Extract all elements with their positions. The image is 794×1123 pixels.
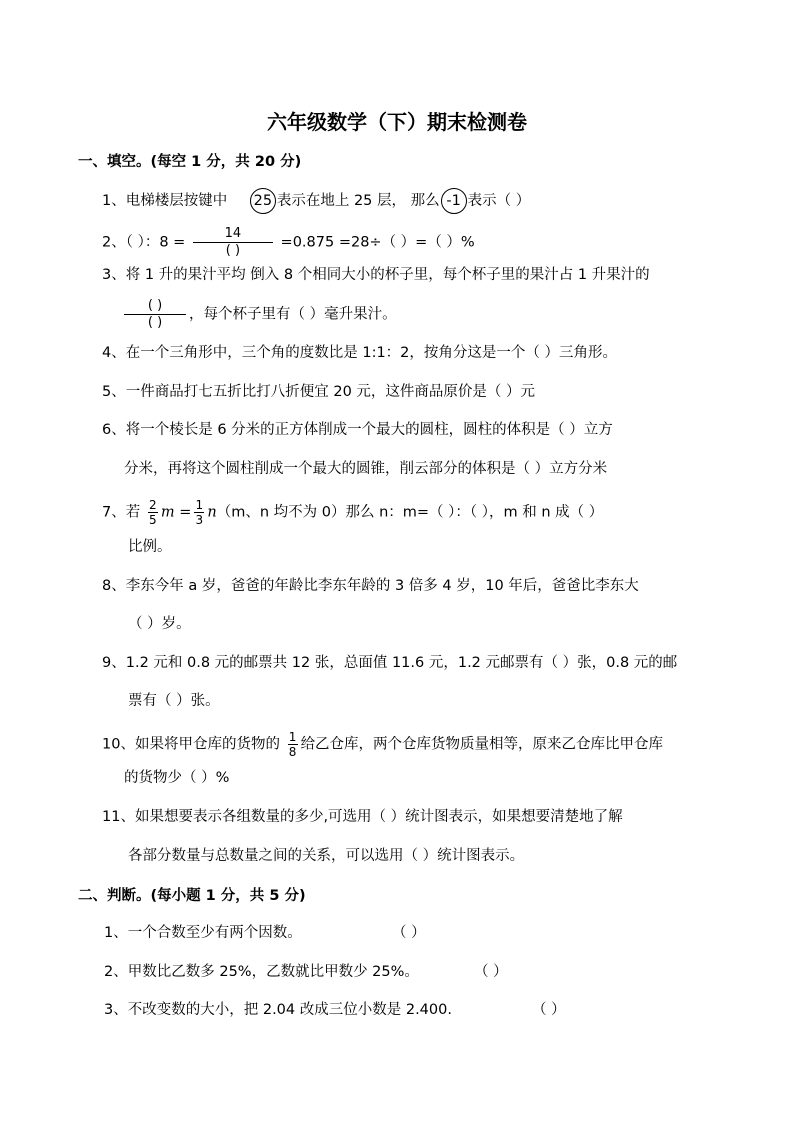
- question-11: [102, 807, 623, 827]
- question-number: 2、: [104, 964, 128, 980]
- answer-parentheses: （ ）: [474, 964, 508, 980]
- question-7: [102, 498, 603, 527]
- section-1-heading: 一、填空。(每空 1 分，共 20 分): [78, 154, 302, 170]
- page-title: 六年级数学（下）期末检测卷: [267, 110, 527, 134]
- fraction-denominator: 5: [149, 513, 157, 527]
- question-text: 一件商品打七五折比打八折便宜 20 元，这件商品原价是（ ）元: [125, 384, 536, 400]
- question-9: [102, 653, 677, 673]
- question-text: 给乙仓库，两个仓库货物质量相等，原来乙仓库比甲仓库: [300, 736, 664, 753]
- fraction-denominator: ( ): [147, 315, 163, 330]
- fraction-numerator: 1: [195, 498, 204, 512]
- question-number: 3、: [104, 1002, 128, 1018]
- fraction-numerator: 2: [149, 498, 157, 512]
- question-text: 表示（ ）: [467, 193, 531, 209]
- question-3: [102, 265, 650, 285]
- question-number: 10、: [102, 736, 135, 753]
- question-6-line-2: 分米，再将这个圆柱削成一个最大的圆锥，削云部分的体积是（ ）立方分米: [124, 461, 608, 477]
- question-text: 如果将甲仓库的货物的: [134, 736, 280, 753]
- fraction: [194, 498, 204, 527]
- question-text: 电梯楼层按键中: [125, 193, 228, 209]
- question-text: （m、n 均不为 0）那么 n：m=（ ）：（ ），m 和 n 成（ ）: [216, 504, 604, 521]
- fraction-denominator: 3: [195, 513, 204, 527]
- question-number: 5、: [102, 384, 126, 400]
- question-4: [102, 343, 617, 363]
- question-number: 1、: [102, 193, 126, 209]
- answer-parentheses: （ ）: [392, 925, 426, 941]
- question-number: 4、: [102, 345, 126, 361]
- question-11-line-2: 各部分数量与总数量之间的关系，可以选用（ ）统计图表示。: [128, 848, 525, 864]
- variable-n: n: [207, 504, 217, 521]
- question-8-line-2: （ ）岁。: [128, 616, 191, 632]
- circled-button-25: 25: [250, 188, 276, 214]
- question-text: 李东今年 a 岁，爸爸的年龄比李东年龄的 3 倍多 4 岁，10 年后，爸爸比李东大: [125, 578, 639, 594]
- question-10-line-2: 的货物少（ ）%: [124, 770, 230, 786]
- question-number: 11、: [102, 809, 135, 825]
- question-text: 在一个三角形中，三个角的度数比是 1:1：2，按角分这是一个（ ）三角形。: [125, 345, 618, 361]
- question-number: 3、: [102, 267, 126, 283]
- judge-item-3: [104, 1000, 566, 1020]
- question-2: [102, 226, 475, 259]
- answer-parentheses: （ ）: [532, 1002, 566, 1018]
- question-text: 将一个棱长是 6 分米的正方体削成一个最大的圆柱，圆柱的体积是（ ）立方: [125, 422, 613, 438]
- question-text: 甲数比乙数多 25%，乙数就比甲数少 25%。: [127, 964, 419, 980]
- question-6: [102, 420, 613, 440]
- fraction-numerator: 14: [224, 226, 242, 241]
- question-text: 不改变数的大小，把 2.04 改成三位小数是 2.400.: [127, 1002, 452, 1018]
- fraction-numerator: ( ): [147, 298, 163, 313]
- variable-m: m =: [160, 504, 192, 521]
- question-text: 一个合数至少有两个因数。: [127, 925, 302, 941]
- question-5: [102, 382, 535, 402]
- question-7-line-2: 比例。: [128, 539, 172, 555]
- question-number: 8、: [102, 578, 126, 594]
- fraction: [193, 226, 273, 259]
- fraction: [148, 498, 158, 527]
- question-text: 将 1 升的果汁平均 倒入 8 个相同大小的杯子里，每个杯子里的果汁占 1 升果汁的: [125, 267, 650, 283]
- question-number: 9、: [102, 655, 126, 671]
- question-number: 6、: [102, 422, 126, 438]
- circled-button-minus1: -1: [441, 188, 467, 214]
- question-3-line-2: [124, 298, 397, 331]
- fraction-denominator: ( ): [225, 243, 241, 258]
- fraction: [288, 730, 298, 759]
- question-text: 表示在地上 25 层， 那么: [276, 193, 440, 209]
- judge-item-1: [104, 923, 426, 943]
- fraction: [124, 298, 186, 331]
- question-9-line-2: 票有（ ）张。: [128, 693, 220, 709]
- question-10: [102, 730, 663, 759]
- question-text: ，每个杯子里有（ ）毫升果汁。: [189, 306, 397, 323]
- question-number: 2、: [102, 234, 126, 251]
- fraction-denominator: 8: [288, 745, 297, 759]
- question-text: 如果想要表示各组数量的多少,可选用（ ）统计图表示，如果想要清楚地了解: [134, 809, 623, 825]
- question-text: （ ）：8 =: [125, 234, 186, 251]
- question-number: 7、: [102, 504, 126, 521]
- question-number: 1、: [104, 925, 128, 941]
- fraction-numerator: 1: [288, 730, 297, 744]
- section-2-heading: 二、判断。(每小题 1 分，共 5 分): [78, 888, 306, 904]
- question-text: 若: [125, 504, 141, 521]
- question-text: 1.2 元和 0.8 元的邮票共 12 张，总面值 11.6 元，1.2 元邮票有（ ）张，0.8 元的邮: [125, 655, 678, 671]
- question-1: [102, 188, 530, 214]
- question-text: =0.875 =28÷（ ）=（ ）%: [280, 234, 475, 251]
- judge-item-2: [104, 962, 508, 982]
- question-8: [102, 576, 639, 596]
